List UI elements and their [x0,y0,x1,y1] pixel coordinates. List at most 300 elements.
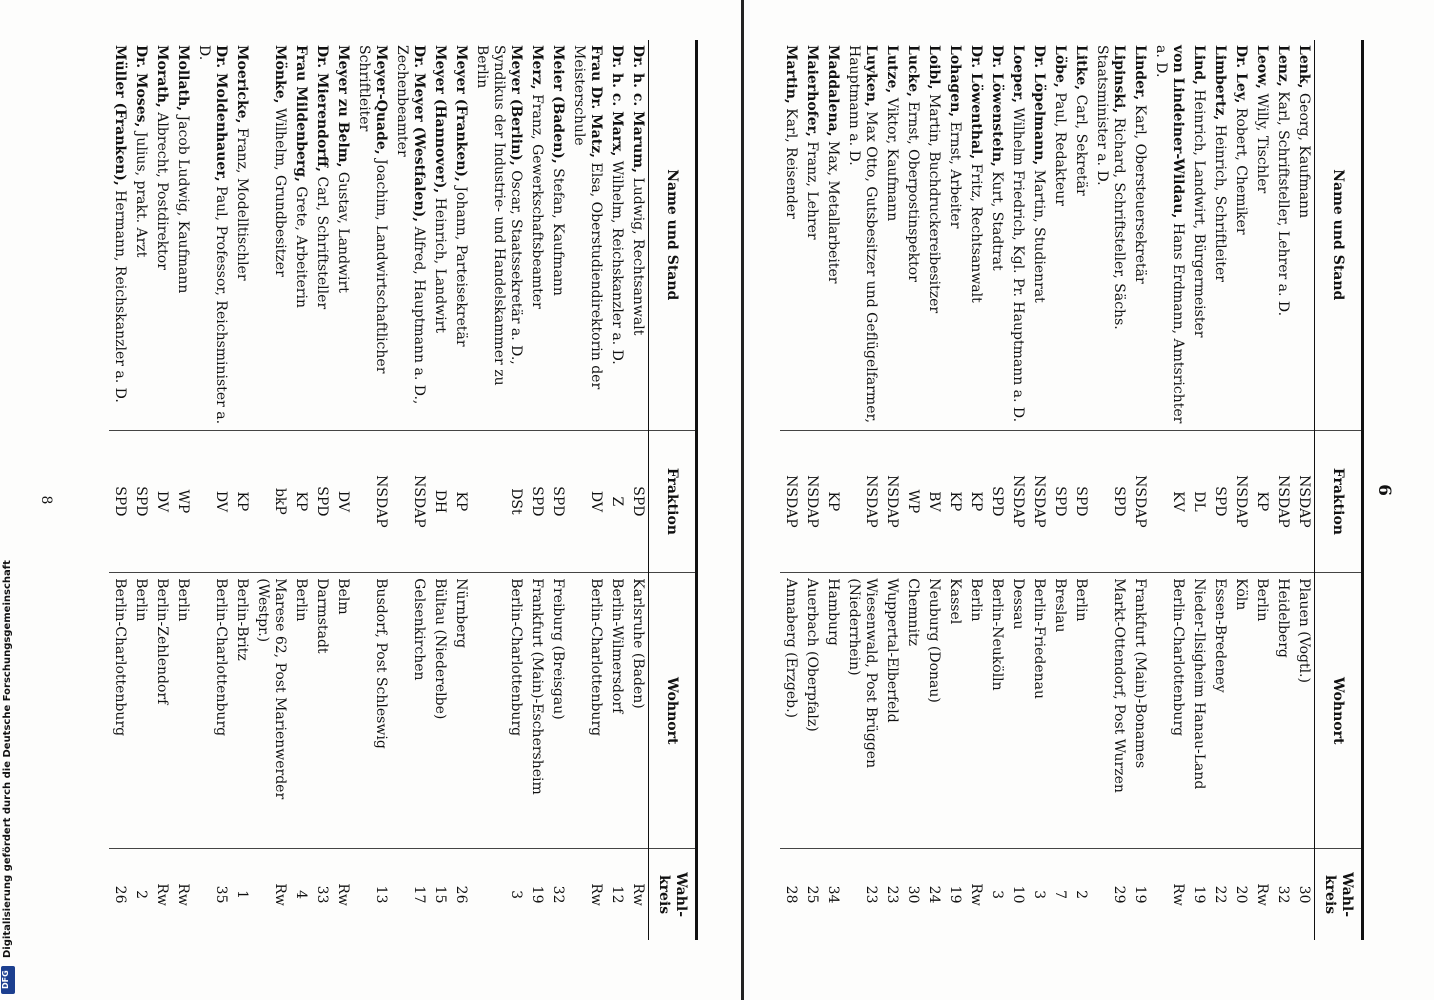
table-row [822,40,843,940]
column-header-name: Name und Stand [1315,40,1363,430]
wahlkreis-cell: 19 [944,849,965,940]
footer-page-number: 8 [38,495,54,505]
table-row [881,40,902,940]
fraktion-cell: KV [1150,430,1188,573]
member-name-cell [1230,40,1251,430]
column-header-fraktion: Fraktion [649,430,697,573]
table-row [1091,40,1129,940]
member-surname: Frau Mildenberg, [293,45,309,182]
table-row [606,40,627,940]
member-name-cell [332,40,353,430]
wohnort-cell: Berlin [1070,573,1091,849]
wahlkreis-cell: 15 [429,849,450,940]
table-body [109,40,649,940]
member-surname: Lucke, [905,45,921,98]
wahlkreis-cell: 32 [547,849,568,940]
member-surname: Lutze, [884,45,900,94]
member-name-cell [290,40,311,430]
wohnort-cell: Berlin-Friedenau [1028,573,1049,849]
wohnort-cell: Berlin-Britz [231,573,252,849]
member-name-cell [944,40,965,430]
column-header-wohnort: Wohnort [1315,573,1363,849]
member-surname: Dr. Moses, [133,45,149,128]
fraktion-cell: NSDAP [780,430,801,573]
fraktion-cell: SPD [526,430,547,573]
wahlkreis-cell: 30 [902,849,923,940]
member-occupation: Wilhelm Friedrich, Kgl. Pr. Hauptmann a. D. [1010,107,1026,423]
wahlkreis-cell: 3 [986,849,1007,940]
wahlkreis-cell: 34 [822,849,843,940]
member-name-cell [109,40,130,430]
fraktion-cell: DSt [471,430,526,573]
fraktion-cell: SPD [1049,430,1070,573]
wohnort-cell: Wuppertal-Elberfeld [881,573,902,849]
member-surname: Meyer-Quade, [373,45,389,155]
member-occupation: Georg, Kaufmann [1296,92,1312,219]
wohnort-cell: Berlin-Charlottenburg [568,573,606,849]
member-surname: Martin, [783,45,799,104]
fraktion-cell: DV [568,430,606,573]
table-row [568,40,606,940]
wahlkreis-cell: Rw [252,849,290,940]
member-name-cell [1209,40,1230,430]
table-row [231,40,252,940]
wohnort-cell: Köln [1230,573,1251,849]
member-occupation: Franz, Lehrer [804,141,820,240]
table-row [1230,40,1251,940]
member-name-cell [130,40,151,430]
wahlkreis-cell: 1 [231,849,252,940]
wohnort-cell: Annaberg (Erzgeb.) [780,573,801,849]
member-occupation: Karl, Obersteuersekretär [1132,104,1148,284]
wohnort-cell: Berlin [130,573,151,849]
right-page [40,40,698,940]
wohnort-cell: Berlin [172,573,193,849]
fraktion-cell: SPD [986,430,1007,573]
table-row [902,40,923,940]
table-row [1209,40,1230,940]
wohnort-cell: Berlin-Charlottenburg [109,573,130,849]
table-row [627,40,649,940]
member-name-cell [429,40,450,430]
member-occupation: Ludwig, Rechtsanwalt [630,177,646,336]
fraktion-cell: SPD [109,430,130,573]
table-row [1028,40,1049,940]
member-surname: Müller (Franken), [112,45,128,186]
member-occupation: Heinrich, Landwirt [432,197,448,334]
wahlkreis-cell: 4 [290,849,311,940]
member-occupation: Oscar, Staatssekretär a. D., Syndikus der Industrie- und Handelskammer zu Berlin [474,45,524,386]
fraktion-cell: SPD [1091,430,1129,573]
member-surname: Lohagen, [947,45,963,118]
member-surname: Litke, [1073,45,1089,91]
wahlkreis-cell: 26 [109,849,130,940]
table-row [1007,40,1028,940]
table-row [130,40,151,940]
member-surname: Dr. Ley, [1233,45,1249,104]
table-row [332,40,353,940]
member-occupation: Julius, prakt. Arzt [133,131,149,258]
wohnort-cell: Nürnberg [450,573,471,849]
table-row [801,40,822,940]
wahlkreis-cell: Rw [172,849,193,940]
member-name-cell [1272,40,1293,430]
fraktion-cell: NSDAP [843,430,881,573]
member-surname: Loeper, [1010,45,1026,104]
wahlkreis-cell: 33 [311,849,332,940]
table-row [780,40,801,940]
wahlkreis-cell: Rw [151,849,172,940]
member-surname: Dr. Mierendorff, [314,45,330,173]
member-surname: Dr. Löpelmann, [1031,45,1047,166]
wohnort-cell: Gelsenkirchen [391,573,429,849]
wohnort-cell: Plauen (Vogtl.) [1293,573,1315,849]
wahlkreis-cell: 25 [801,849,822,940]
wohnort-cell: Busdorf, Post Schleswig [353,573,391,849]
wahlkreis-cell: 19 [1188,849,1209,940]
wahlkreis-cell: 35 [193,849,231,940]
member-name-cell [568,40,606,430]
member-surname: Dr. Löwenthal, [968,45,984,160]
member-occupation: Karl, Reisender [783,108,799,219]
credit-strip [0,0,16,1000]
member-occupation: Grete, Arbeiterin [293,186,309,308]
member-occupation: Carl, Schriftsteller [314,176,330,310]
table-row [1272,40,1293,940]
member-surname: Loibl, [926,45,942,90]
member-name-cell [606,40,627,430]
fraktion-cell: KP [944,430,965,573]
dfg-logo: DFG [1,966,15,994]
member-surname: Leow, [1254,45,1270,89]
wahlkreis-cell: 23 [881,849,902,940]
member-surname: von Lindeiner-Wildau, [1170,45,1186,219]
member-surname: Dr. Moldenhauer, [213,45,229,182]
wohnort-cell: Frankfurt (Main)-Eschersheim [526,573,547,849]
fraktion-cell: KP [450,430,471,573]
wohnort-cell: Darmstadt [311,573,332,849]
table-row [353,40,391,940]
wohnort-cell: Belm [332,573,353,849]
wohnort-cell: Marese 62, Post Marienwerder (Westpr.) [252,573,290,849]
wahlkreis-cell: Rw [627,849,649,940]
wohnort-cell: Wiesenwald, Post Brüggen (Niederrhein) [843,573,881,849]
table-row [1293,40,1315,940]
fraktion-cell: KP [1251,430,1272,573]
member-surname: Meyer (Berlin), [508,45,524,166]
wohnort-cell: Berlin [1251,573,1272,849]
member-name-cell [902,40,923,430]
credit-text: Digitalisierung gefördert durch die Deutsche Forschungsgemeinschaft [2,560,13,958]
fraktion-cell: NSDAP [1272,430,1293,573]
wahlkreis-cell: 12 [606,849,627,940]
member-occupation: Ernst, Oberpostinspektor [905,101,921,282]
page-number: 6 [1374,484,1394,496]
fraktion-cell: SPD [1070,430,1091,573]
member-name-cell [627,40,649,430]
wahlkreis-cell: 7 [1049,849,1070,940]
table-row [109,40,130,940]
member-occupation: Elsa, Oberstudiendirektorin der Meisterschule [571,45,604,390]
table-row [1150,40,1188,940]
wahlkreis-cell: 19 [526,849,547,940]
table-row [1049,40,1070,940]
fraktion-cell: NSDAP [1293,430,1315,573]
member-occupation: Gustav, Landwirt [335,171,351,293]
member-surname: Dr. Meyer (Westfalen), [411,45,427,223]
member-occupation: Fritz, Rechtsanwalt [968,163,984,303]
fraktion-cell: bkP [252,430,290,573]
wohnort-cell: Berlin-Wilmersdorf [606,573,627,849]
member-table [780,40,1364,940]
member-name-cell [1293,40,1315,430]
fraktion-cell: NSDAP [1230,430,1251,573]
member-surname: Dr. h. c. Marum, [630,45,646,173]
member-surname: Meyer (Hannover), [432,45,448,194]
table-row [450,40,471,940]
table-row [1129,40,1150,940]
member-occupation: Robert, Chemiker [1233,107,1249,235]
member-occupation: Max Otto, Gutsbesitzer und Geflügelfarmer, Hauptmann a. D. [846,45,879,424]
table-row [252,40,290,940]
member-surname: Lenk, [1296,45,1312,89]
member-name-cell [1049,40,1070,430]
member-name-cell [311,40,332,430]
member-occupation: Albrecht, Postdirektor [154,112,170,270]
member-name-cell [986,40,1007,430]
member-occupation: Heinrich, Landwirt, Bürgermeister [1191,89,1207,338]
wahlkreis-cell: 19 [1129,849,1150,940]
member-occupation: Joachim, Landwirtschaftlicher Schriftleiter [356,45,389,374]
column-header-wohnort: Wohnort [649,573,697,849]
column-header-name: Name und Stand [649,40,697,430]
member-surname: Lind, [1191,45,1207,86]
table-row [843,40,881,940]
table-row [923,40,944,940]
member-name-cell [965,40,986,430]
table-row [986,40,1007,940]
member-occupation: Jacob Ludwig, Kaufmann [175,115,191,294]
wohnort-cell: Freiburg (Breisgau) [547,573,568,849]
wohnort-cell: Berlin-Charlottenburg [471,573,526,849]
wohnort-cell: Bültau (Niederelbe) [429,573,450,849]
member-surname: Mönke, [272,45,288,104]
wahlkreis-cell: Rw [965,849,986,940]
table-row [1188,40,1209,940]
wohnort-cell: Chemnitz [902,573,923,849]
wohnort-cell: Essen-Bredeney [1209,573,1230,849]
wohnort-cell: Heidelberg [1272,573,1293,849]
table-row [311,40,332,940]
member-surname: Lipinski, [1111,45,1127,114]
wahlkreis-cell: 22 [1209,849,1230,940]
fraktion-cell: SPD [1209,430,1230,573]
table-row [172,40,193,940]
table-row [965,40,986,940]
member-occupation: Richard, Schriftsteller, Sächs. Staatsminister a. D. [1094,45,1127,330]
wohnort-cell: Berlin [965,573,986,849]
member-surname: Mollath, [175,45,191,112]
member-surname: Meier (Baden), [550,45,566,164]
fraktion-cell: SPD [130,430,151,573]
fraktion-cell: DL [1188,430,1209,573]
table-row [429,40,450,940]
member-occupation: Johann, Parteisekretär [453,186,469,347]
fraktion-cell: SPD [627,430,649,573]
fraktion-cell: KP [965,430,986,573]
member-name-cell [1028,40,1049,430]
member-name-cell [923,40,944,430]
member-name-cell [822,40,843,430]
member-name-cell [547,40,568,430]
wahlkreis-cell: 32 [1272,849,1293,940]
wohnort-cell: Berlin-Charlottenburg [1150,573,1188,849]
member-name-cell [353,40,391,430]
member-occupation: Martin, Studienrat [1031,169,1047,303]
member-occupation: Viktor, Kaufmann [884,97,900,222]
wahlkreis-cell: 13 [353,849,391,940]
wahlkreis-cell: 26 [450,849,471,940]
wohnort-cell: Neuburg (Donau) [923,573,944,849]
table-header-row [649,40,697,940]
wahlkreis-cell: Rw [568,849,606,940]
member-name-cell [801,40,822,430]
member-occupation: Paul, Professor, Reichsminister a. D. [196,45,229,425]
member-occupation: Max, Metallarbeiter [825,141,841,284]
fraktion-cell: Z [606,430,627,573]
member-occupation: Hans Erdmann, Amtsrichter a. D. [1153,45,1186,424]
left-page [776,40,1394,940]
table-row [290,40,311,940]
table-header-row [1315,40,1363,940]
wahlkreis-cell: 17 [391,849,429,940]
wohnort-cell: Karlsruhe (Baden) [627,573,649,849]
fraktion-cell: WP [172,430,193,573]
table-row [944,40,965,940]
fraktion-cell: NSDAP [801,430,822,573]
member-surname: Dr. h. c. Marx, [609,45,625,157]
member-surname: Linder, [1132,45,1148,101]
member-name-cell [843,40,881,430]
member-surname: Luyken, [863,45,879,107]
fraktion-cell: NSDAP [1028,430,1049,573]
member-surname: Merz, [529,45,545,90]
table-row [471,40,526,940]
member-occupation: Hermann, Reichskanzler a. D. [112,190,128,403]
member-surname: Maddalena, [825,45,841,137]
fraktion-cell: DV [151,430,172,573]
member-name-cell [526,40,547,430]
wohnort-cell: Auerbach (Oberpfalz) [801,573,822,849]
member-surname: Löbe, [1052,45,1068,88]
wohnort-cell: Markt-Ottendorf, Post Wurzen [1091,573,1129,849]
member-occupation: Ernst, Arbeiter [947,121,963,229]
column-header-wahlkreis: Wahl-kreis [649,849,697,940]
member-occupation: Carl, Sekretär [1073,94,1089,196]
table-body [780,40,1315,940]
wohnort-cell: Berlin-Zehlendorf [151,573,172,849]
member-name-cell [881,40,902,430]
fraktion-cell: NSDAP [1129,430,1150,573]
table-row [1251,40,1272,940]
table-row [391,40,429,940]
table-row [1070,40,1091,940]
member-name-cell [1007,40,1028,430]
member-surname: Meyer zu Belm, [335,45,351,168]
member-name-cell [252,40,290,430]
member-name-cell [1251,40,1272,430]
wohnort-cell: Hamburg [822,573,843,849]
wahlkreis-cell: 23 [843,849,881,940]
wohnort-cell: Frankfurt (Main)-Bonames [1129,573,1150,849]
wohnort-cell: Berlin-Charlottenburg [193,573,231,849]
fraktion-cell: SPD [311,430,332,573]
fraktion-cell: SPD [547,430,568,573]
member-surname: Morath, [154,45,170,108]
member-surname: Limbertz, [1212,45,1228,121]
fraktion-cell: NSDAP [881,430,902,573]
fraktion-cell: BV [923,430,944,573]
member-table [109,40,698,940]
member-name-cell [450,40,471,430]
member-occupation: Alfred, Hauptmann a. D., Zechenbeamter [394,45,427,405]
fraktion-cell: DH [429,430,450,573]
member-name-cell [1091,40,1129,430]
fraktion-cell: WP [902,430,923,573]
member-occupation: Willy, Tischler [1254,93,1270,194]
fraktion-cell: KP [290,430,311,573]
member-occupation: Kurt, Stadtrat [989,171,1005,271]
fraktion-cell: NSDAP [1007,430,1028,573]
wahlkreis-cell: 2 [1070,849,1091,940]
member-occupation: Paul, Redakteur [1052,92,1068,206]
wahlkreis-cell: 2 [130,849,151,940]
member-name-cell [471,40,526,430]
member-name-cell [391,40,429,430]
member-surname: Dr. Löwenstein, [989,45,1005,167]
wahlkreis-cell: 3 [471,849,526,940]
member-name-cell [780,40,801,430]
fraktion-cell: DV [193,430,231,573]
table-row [193,40,231,940]
wohnort-cell: Breslau [1049,573,1070,849]
wohnort-cell: Berlin [290,573,311,849]
member-occupation: Wilhelm, Grundbesitzer [272,107,288,277]
wahlkreis-cell: Rw [332,849,353,940]
fraktion-cell: DV [332,430,353,573]
table-row [526,40,547,940]
wahlkreis-cell: 10 [1007,849,1028,940]
wahlkreis-cell: 3 [1028,849,1049,940]
wahlkreis-cell: 20 [1230,849,1251,940]
member-name-cell [193,40,231,430]
member-occupation: Stefan, Kaufmann [550,168,566,296]
table-row [547,40,568,940]
wahlkreis-cell: Rw [1150,849,1188,940]
wohnort-cell: Dessau [1007,573,1028,849]
member-surname: Maierhofer, [804,45,820,137]
column-header-fraktion: Fraktion [1315,430,1363,573]
member-occupation: Martin, Buchdruckereibesitzer [926,93,942,314]
wahlkreis-cell: Rw [1251,849,1272,940]
member-name-cell [172,40,193,430]
wohnort-cell: Berlin-Neukölln [986,573,1007,849]
column-header-wahlkreis: Wahl-kreis [1315,849,1363,940]
wohnort-cell: Kassel [944,573,965,849]
member-occupation: Heinrich, Schriftleiter [1212,124,1228,282]
member-occupation: Wilhelm, Reichskanzler a. D. [609,160,625,365]
wahlkreis-cell: 29 [1091,849,1129,940]
